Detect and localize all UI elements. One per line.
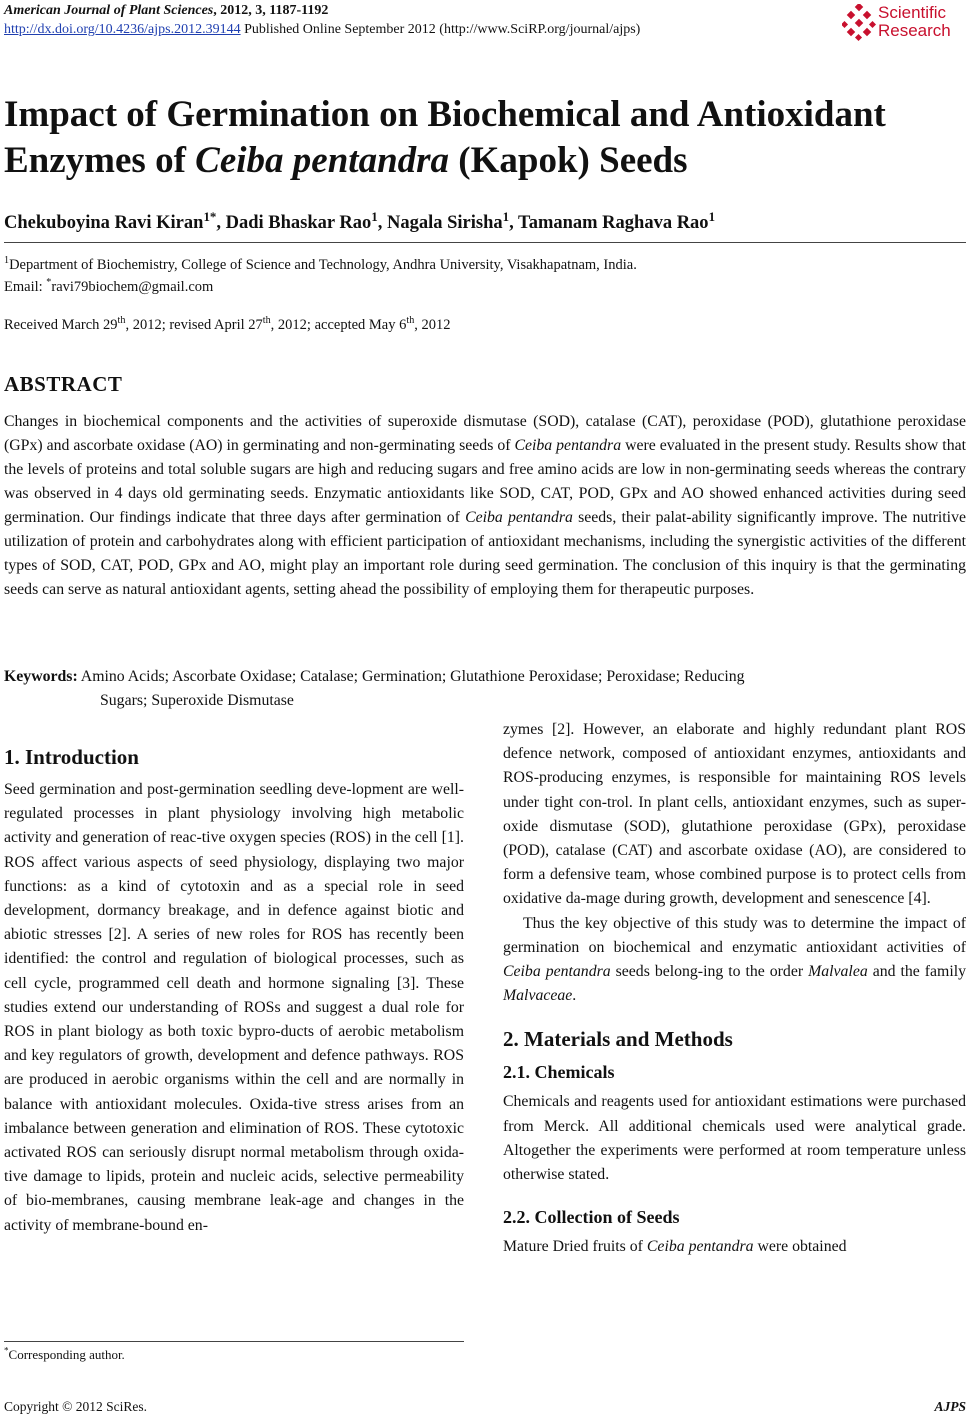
author-list [4,210,964,236]
title-line2 [4,138,964,184]
affiliation-block [4,254,964,298]
intro-paragraph [503,912,966,1009]
author-separator: , [509,213,519,233]
species-name: Ceiba pentandra [514,437,622,454]
author-name: Chekuboyina Ravi Kiran [4,213,204,233]
author-affil-marker: 1 [371,208,378,224]
email-address[interactable]: ravi79biochem@gmail.com [51,279,214,295]
abstract-body [4,410,966,602]
received-text: Received March 29 [4,317,118,333]
author-separator: , [216,213,226,233]
species-name: Ceiba pentandra [646,1238,754,1256]
right-column [503,718,966,1259]
subsection-heading-chemicals: 2.1. Chemicals [503,1062,615,1083]
title-text: (Kapok) Seeds [449,140,688,181]
received-text: , 2012; revised April 27 [125,317,263,333]
chemicals-paragraph: Chemicals and reagents used for antioxidant estimations were purchased from Merck. All additional chemicals used were analytical grade. Altogether the experiments were performed at room temperature unless otherwise stated. [503,1093,966,1184]
page-header [4,2,964,44]
logo-text-line2: Research [878,21,951,40]
footnote-divider [4,1341,464,1342]
page-footer [4,1398,966,1416]
journal-abbreviation: AJPS [934,1399,966,1414]
species-name: Ceiba pentandra [503,963,611,981]
scientific-research-logo [842,2,962,44]
affiliation-text: Department of Biochemistry, College of Science and Technology, Andhra University, Visakhapatnam, India. [9,257,637,273]
copyright: Copyright © 2012 SciRes. [4,1399,148,1414]
received-dates [4,315,964,335]
abstract-text: seeds, their palat-ability significantly improve. The nutritive utilization of protein and carbohydrates along with efficient participation of antioxidant mechanisms, including the synergistic activities of the different types of SOD, CAT, POD, GPx and AO, might play an important role during seed germination. The conclusion of this inquiry is that the germinating seeds can serve as natural antioxidant agents, setting ahead the possibility of employing them for therapeutic purposes. [4,509,966,598]
footnote-marker: * [4,1345,9,1356]
journal-citation [4,2,964,20]
paragraph-text: and the family [867,963,966,981]
author-affil-marker: 1 [708,208,716,224]
author-affil-marker: 1* [203,208,217,224]
family-name: Malvaceae [503,987,573,1005]
section-heading-introduction: 1. Introduction [4,745,139,769]
paragraph-text: . [572,987,577,1005]
ordinal-suffix: th [262,315,271,327]
abstract-text: Changes in biochemical components and the activities of superoxide dismutase (SOD), catalase (CAT), peroxidase (POD), glutathione peroxidase (GPx) and ascorbate oxidase (AO) in germinating and non-germinating seeds of [4,413,966,454]
paragraph-text: were obtained [753,1238,847,1256]
doi-link[interactable]: http://dx.doi.org/10.4236/ajps.2012.39144 [4,22,241,37]
keywords-block [4,665,966,713]
doi-line [4,20,964,40]
intro-paragraph: Seed germination and post-germination seedling deve-lopment are well-regulated processes in plant physiology involving high metabolic activity and generation of reac-tive oxygen species (ROS) in the cell [1]. ROS affect various aspects of seed physiology, displaying two major functions: as a kind of cytotoxin and as a special role in seed development, dormancy breakage, and in defence against biotic and abiotic stresses [2]. A series of new roles for ROS has recently been identified: the control and regulation of biological processes, such as cell cycle, programmed cell death and hormone signaling [3]. These studies extend our understanding of ROSs and suggest a dual role for ROS in plant biology as both toxic bypro-ducts of aerobic metabolism and key regulators of growth, development and defence pathways. ROS are produced in aerobic organisms within the cell and are normally in balance with antioxidant molecules. Oxida-tive stress arises from an imbalance between generation and elimination of ROS. These cytotoxic activated ROS can seriously disrupt normal metabolism through oxida-tive damage to lipids, protein and nucleic acids, selective permeability of bio-membranes, causing membrane leak-age and changes in the activity of membrane-bound en- [4,781,464,1234]
paper-title [4,92,964,184]
ordinal-suffix: th [117,315,126,327]
abstract-heading: ABSTRACT [4,372,123,396]
keywords-line1: Amino Acids; Ascorbate Oxidase; Catalase; Germination; Glutathione Peroxidase; Peroxidase; Reducing [77,668,745,685]
left-column [4,744,464,1238]
paragraph-text: seeds belong-ing to the order [610,963,809,981]
intro-paragraph-continued: zymes [2]. However, an elaborate and highly redundant plant ROS defence network, composed of antioxidant enzymes, antioxidants and ROS-producing enzymes, is responsible for maintaining ROS levels under tight con-trol. In plant cells, antioxidant enzymes, such as super-oxide dismutase (SOD), glutathione peroxidase (GPx), peroxidase (POD), catalase (CAT) and ascorbate oxidase (AO), are considered to form a defensive team, whose combined purpose is to protect cells from oxidative da-mage during growth, development and senescence [4]. [503,721,966,908]
title-species: Ceiba pentandra [195,140,450,181]
footnote [4,1346,125,1364]
species-name: Ceiba pentandra [465,509,573,526]
paragraph-text: Mature Dried fruits of [503,1238,647,1256]
received-text: , 2012 [414,317,451,333]
order-name: Malvalea [808,963,868,981]
logo-mark-icon [842,4,876,42]
affil-marker: 1 [4,255,10,267]
email-marker: * [46,277,52,289]
footnote-text: Corresponding author. [8,1347,125,1362]
email-line [4,276,964,298]
email-label: Email: [4,279,47,295]
paragraph-text: Thus the key objective of this study was to determine the impact of germination on biochemical and enzymatic antioxidant activities of [503,914,966,956]
title-text: Enzymes of [4,140,196,181]
volume-info: , 2012, 3, 1187-1192 [213,3,329,18]
journal-name: American Journal of Plant Sciences [4,3,214,18]
section-heading-methods: 2. Materials and Methods [503,1027,733,1052]
keywords-line2: Sugars; Superoxide Dismutase [100,692,294,709]
title-line1: Impact of Germination on Biochemical and Antioxidant [4,94,886,135]
abstract-text: were evaluated in the present study. Results show that the levels of proteins and total soluble sugars are high and reducing sugars and free amino acids are low in non-germinating seeds whereas the contrary was observed in 4 days old germinating seeds. Enzymatic antioxidants like SOD, CAT, POD, GPx and AO showed enhanced activities during seed germination. Our findings indicate that three days after germination of [4,437,966,526]
received-text: , 2012; accepted May 6 [270,317,407,333]
author-divider [4,242,966,243]
collection-paragraph [503,1235,966,1259]
author-name: Dadi Bhaskar Rao [225,213,372,233]
keywords-label: Keywords: [4,668,78,685]
affiliation [4,254,964,276]
author-name: Nagala Sirisha [387,213,503,233]
ordinal-suffix: th [406,315,415,327]
author-name: Tamanam Raghava Rao [518,213,709,233]
author-affil-marker: 1 [502,208,510,224]
logo-text-line1: Scientific [878,3,947,22]
subsection-heading-collection: 2.2. Collection of Seeds [503,1207,680,1228]
author-separator: , [377,213,387,233]
published-info: Published Online September 2012 (http://www.SciRP.org/journal/ajps) [240,22,641,37]
